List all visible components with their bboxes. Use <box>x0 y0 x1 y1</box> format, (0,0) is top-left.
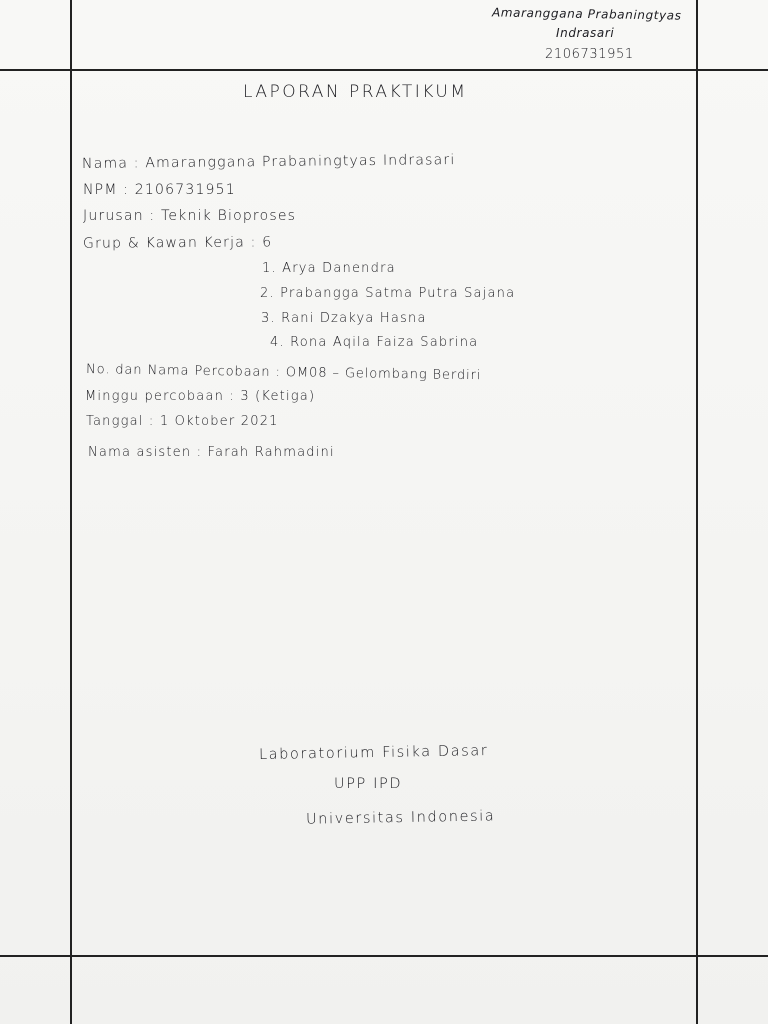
corner-name-line2: Indrasari <box>556 26 615 40</box>
bottom-rule-line <box>0 955 768 957</box>
field-nama: Nama : Amaranggana Prabaningtyas Indrasari <box>81 152 456 172</box>
right-margin-line <box>696 0 698 1024</box>
group-member: 4. Rona Aqila Faiza Sabrina <box>270 335 479 350</box>
top-rule-line <box>0 69 768 71</box>
footer-university: Universitas Indonesia <box>305 808 496 828</box>
left-margin-line <box>70 0 72 1024</box>
group-member: 2. Prabangga Satma Putra Sajana <box>260 286 516 301</box>
field-npm: NPM : 2106731951 <box>83 182 236 198</box>
corner-npm: 2106731951 <box>545 47 634 62</box>
field-jurusan: Jurusan : Teknik Bioproses <box>83 208 297 224</box>
corner-name-line1: Amaranggana Prabaningtyas <box>491 5 682 23</box>
field-asisten: Nama asisten : Farah Rahmadini <box>88 445 335 460</box>
group-member: 3. Rani Dzakya Hasna <box>261 311 427 326</box>
field-percobaan: No. dan Nama Percobaan : OM08 – Gelombang Berdiri <box>85 362 482 384</box>
footer-lab: Laboratorium Fisika Dasar <box>258 742 489 764</box>
field-grup: Grup & Kawan Kerja : 6 <box>82 234 273 252</box>
group-member: 1. Arya Danendra <box>262 261 396 276</box>
footer-unit: UPP IPD <box>334 776 403 792</box>
field-minggu: Minggu percobaan : 3 (Ketiga) <box>85 389 316 404</box>
page-title: LAPORAN PRAKTIKUM <box>243 82 468 102</box>
field-tanggal: Tanggal : 1 Oktober 2021 <box>86 414 279 429</box>
